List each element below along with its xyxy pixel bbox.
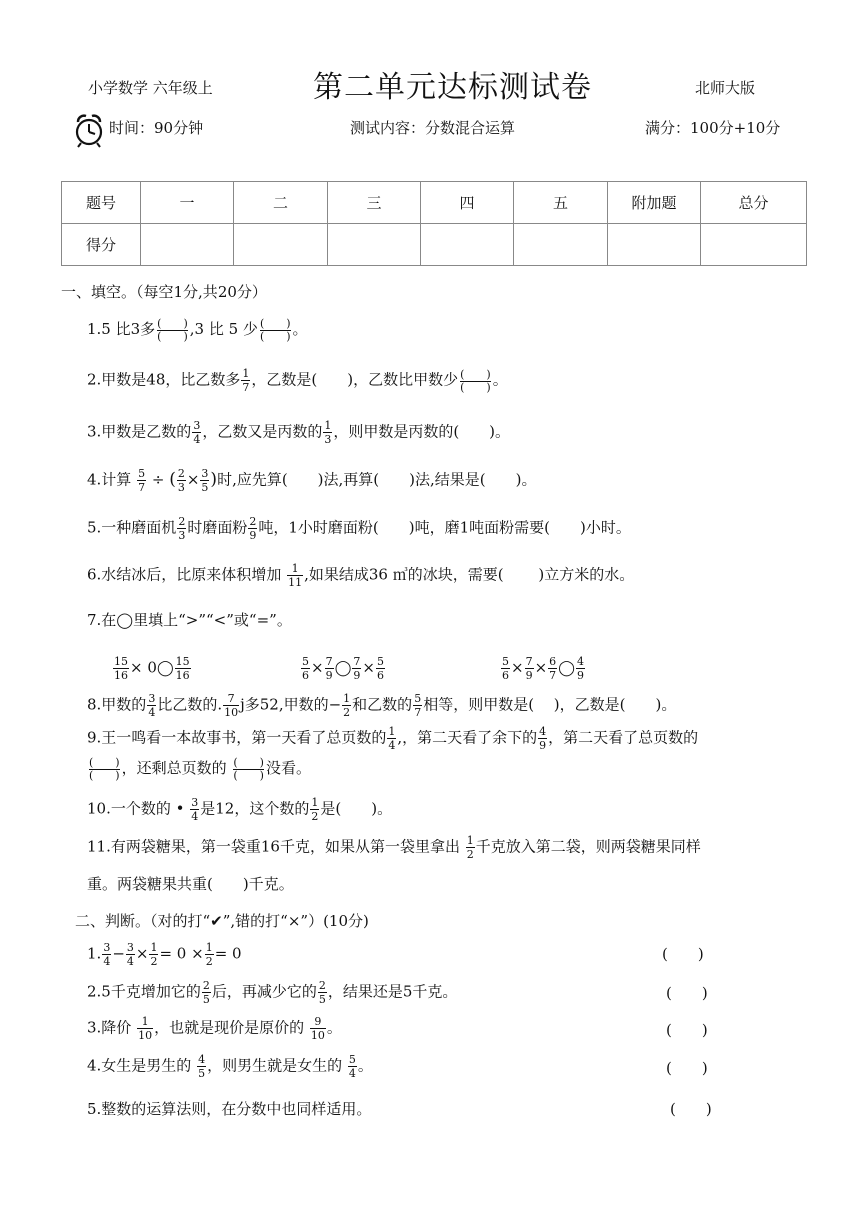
fraction: $\frac{5}{6}$ — [502, 655, 509, 682]
table-cell: 附加题 — [608, 182, 701, 224]
table-row — [62, 224, 807, 266]
judge-answer-4[interactable]: ( ) — [666, 1059, 708, 1077]
score-table — [61, 181, 807, 266]
judge-5: 5.整数的运算法则，在分数中也同样适用。 — [87, 1100, 372, 1118]
fraction: $\frac{2}{3}$ — [178, 515, 186, 542]
table-cell: 题号 — [62, 182, 141, 224]
judge-4: 4.女生是男生的 $\frac{4}{5}$ ，则男生就是女生的 $\frac{5}{4}$ 。 — [87, 1053, 373, 1080]
question-11-continued: 重。两袋糖果共重( )千克。 — [87, 875, 294, 893]
section-heading: 二、判断。（对的打“✔”,错的打“×”）(10分) — [75, 912, 369, 930]
score-input-cell[interactable] — [701, 224, 807, 266]
question-6: 6.水结冰后，比原来体积增加 $\frac{1}{11}$ ,如果结成36 ㎥的冰块，需要( )立方米的水。 — [87, 562, 635, 589]
judge-answer-1[interactable]: ( ) — [662, 945, 704, 963]
fraction: $\frac{5}{6}$ — [376, 655, 384, 682]
fraction: $\frac{3}{4}$ — [148, 692, 156, 719]
answer-blank[interactable]: ( ) ( ) — [259, 317, 291, 343]
answer-blank[interactable]: ( ) ( ) — [89, 756, 120, 782]
fraction: $\frac{1}{2}$ — [311, 796, 319, 823]
fraction: $\frac{2}{5}$ — [318, 979, 326, 1006]
fraction: $\frac{7}{9}$ — [353, 655, 361, 682]
compare-expression-2[interactable]: $\frac{5}{6}$ × $\frac{7}{9}$ ◯ $\frac{7}{9}$ × $\frac{5}{6}$ — [302, 655, 384, 682]
score-input-cell[interactable] — [608, 224, 701, 266]
fraction: $\frac{6}{7}$ — [549, 655, 557, 682]
table-row — [62, 182, 807, 224]
table-cell: 得分 — [62, 224, 141, 266]
answer-blank[interactable]: ( ) ( ) — [233, 756, 264, 782]
fraction: $\frac{1}{2}$ — [205, 941, 213, 968]
question-4: 4.计算 $\frac{5}{7}$ ÷ ( $\frac{2}{3}$ × $\frac{3}{5}$ )时,应先算( )法,再算( )法,结果是( )。 — [87, 467, 537, 494]
fraction: $\frac{2}{9}$ — [249, 515, 257, 542]
fraction: $\frac{4}{5}$ — [198, 1053, 206, 1080]
compare-expression-1[interactable]: $\frac{15}{16}$ × 0◯ $\frac{15}{16}$ — [114, 655, 190, 682]
edition-label: 北师大版 — [695, 79, 756, 97]
fraction: $\frac{1}{7}$ — [242, 367, 250, 394]
table-cell: 五 — [514, 182, 608, 224]
answer-blank[interactable]: ( ) ( ) — [460, 367, 491, 394]
question-9: 9.王一鸣看一本故事书，第一天看了总页数的 $\frac{1}{4}$ ,，第二天看了余下的 $\frac{4}{9}$ ，第二天看了总页数的 — [87, 725, 699, 752]
fraction: $\frac{3}{4}$ — [103, 941, 111, 968]
fraction: $\frac{5}{6}$ — [302, 655, 309, 682]
judge-1: 1. $\frac{3}{4}$ − $\frac{3}{4}$ × $\frac{1}{2}$ = 0 × $\frac{1}{2}$ = 0 — [87, 941, 242, 968]
fraction: $\frac{15}{16}$ — [114, 655, 128, 682]
fraction: $\frac{7}{9}$ — [325, 655, 333, 682]
fraction: $\frac{1}{4}$ — [388, 725, 396, 752]
question-11: 11.有两袋糖果，第一袋重16千克，如果从第一袋里拿出 $\frac{1}{2}$ 千克放入第二袋，则两袋糖果同样 — [87, 834, 701, 861]
time-label: 时间：90分钟 — [109, 119, 204, 137]
question-5: 5.一种磨面机 $\frac{2}{3}$ 时磨面粉 $\frac{2}{9}$ 吨，1小时磨面粉( )吨，磨1吨面粉需要( )小时。 — [87, 515, 631, 542]
full-score-label: 满分：100分+10分 — [645, 119, 781, 137]
table-cell: 二 — [234, 182, 328, 224]
subject-label: 小学数学 六年级上 — [88, 79, 213, 97]
score-input-cell[interactable] — [514, 224, 608, 266]
table-cell: 三 — [328, 182, 421, 224]
fraction: $\frac{1}{3}$ — [324, 419, 332, 446]
score-input-cell[interactable] — [234, 224, 328, 266]
fraction: $\frac{2}{3}$ — [177, 467, 185, 494]
fraction: $\frac{1}{2}$ — [343, 692, 351, 719]
table-cell: 一 — [141, 182, 234, 224]
fraction: $\frac{4}{9}$ — [539, 725, 547, 752]
question-10: 10.一个数的 • $\frac{3}{4}$ 是12，这个数的 $\frac{1}{2}$ 是( )。 — [87, 796, 393, 823]
score-input-cell[interactable] — [421, 224, 514, 266]
question-3: 3.甲数是乙数的 $\frac{3}{4}$ ，乙数又是丙数的 $\frac{1}{3}$ ，则甲数是丙数的( )。 — [87, 419, 511, 446]
score-input-cell[interactable] — [328, 224, 421, 266]
table-cell: 总分 — [701, 182, 807, 224]
question-1: 1.5 比3多 ( ) ( ) ,3 比 5 少 ( ) ( ) 。 — [87, 317, 308, 343]
fraction: $\frac{1}{11}$ — [288, 562, 303, 589]
alarm-clock-icon — [74, 112, 104, 148]
question-7: 7.在◯里填上“>”“<”或“=”。 — [87, 611, 292, 629]
question-2: 2.甲数是48，比乙数多 $\frac{1}{7}$ ，乙数是( )，乙数比甲数少 ( ) ( ) 。 — [87, 367, 508, 394]
fraction: $\frac{5}{7}$ — [138, 467, 146, 494]
question-9-continued: ( ) ( ) ，还剩总页数的 ( ) ( ) 没看。 — [89, 756, 311, 782]
fraction: $\frac{7}{9}$ — [525, 655, 533, 682]
fraction: $\frac{3}{4}$ — [126, 941, 134, 968]
table-cell: 四 — [421, 182, 514, 224]
fraction: $\frac{7}{10}$ — [224, 692, 239, 719]
compare-expression-3[interactable]: $\frac{5}{6}$ × $\frac{7}{9}$ × $\frac{6}{7}$ ◯ $\frac{4}{9}$ — [502, 655, 584, 682]
fraction: $\frac{4}{9}$ — [576, 655, 584, 682]
fraction: $\frac{1}{2}$ — [466, 834, 474, 861]
question-8: 8.甲数的 $\frac{3}{4}$ 比乙数的. $\frac{7}{10}$ j多52,甲数的− $\frac{1}{2}$ 和乙数的 $\frac{5}{7}$ 相等，则甲数是( )，乙数是( )。 — [87, 692, 677, 719]
fraction: $\frac{3}{4}$ — [193, 419, 201, 446]
score-input-cell[interactable] — [141, 224, 234, 266]
judge-answer-3[interactable]: ( ) — [666, 1021, 708, 1039]
judge-answer-2[interactable]: ( ) — [666, 984, 708, 1002]
fraction: $\frac{5}{7}$ — [414, 692, 422, 719]
judge-answer-5[interactable]: ( ) — [670, 1100, 712, 1118]
fraction: $\frac{1}{10}$ — [138, 1015, 153, 1042]
fraction: $\frac{3}{4}$ — [191, 796, 199, 823]
fraction: $\frac{2}{5}$ — [202, 979, 210, 1006]
fraction: $\frac{3}{5}$ — [201, 467, 209, 494]
page-title: 第二单元达标测试卷 — [313, 70, 592, 105]
fraction: $\frac{5}{4}$ — [348, 1053, 356, 1080]
answer-blank[interactable]: ( ) ( ) — [157, 317, 188, 343]
fraction: $\frac{1}{2}$ — [150, 941, 158, 968]
fraction: $\frac{15}{16}$ — [175, 655, 190, 682]
fraction: $\frac{9}{10}$ — [310, 1015, 325, 1042]
content-label: 测试内容：分数混合运算 — [350, 119, 516, 137]
section-heading: 一、填空。（每空1分,共20分） — [61, 283, 267, 301]
judge-3: 3.降价 $\frac{1}{10}$ ，也就是现价是原价的 $\frac{9}{10}$ 。 — [87, 1015, 342, 1042]
judge-2: 2.5千克增加它的 $\frac{2}{5}$ 后，再减少它的 $\frac{2}{5}$ ，结果还是5千克。 — [87, 979, 458, 1006]
